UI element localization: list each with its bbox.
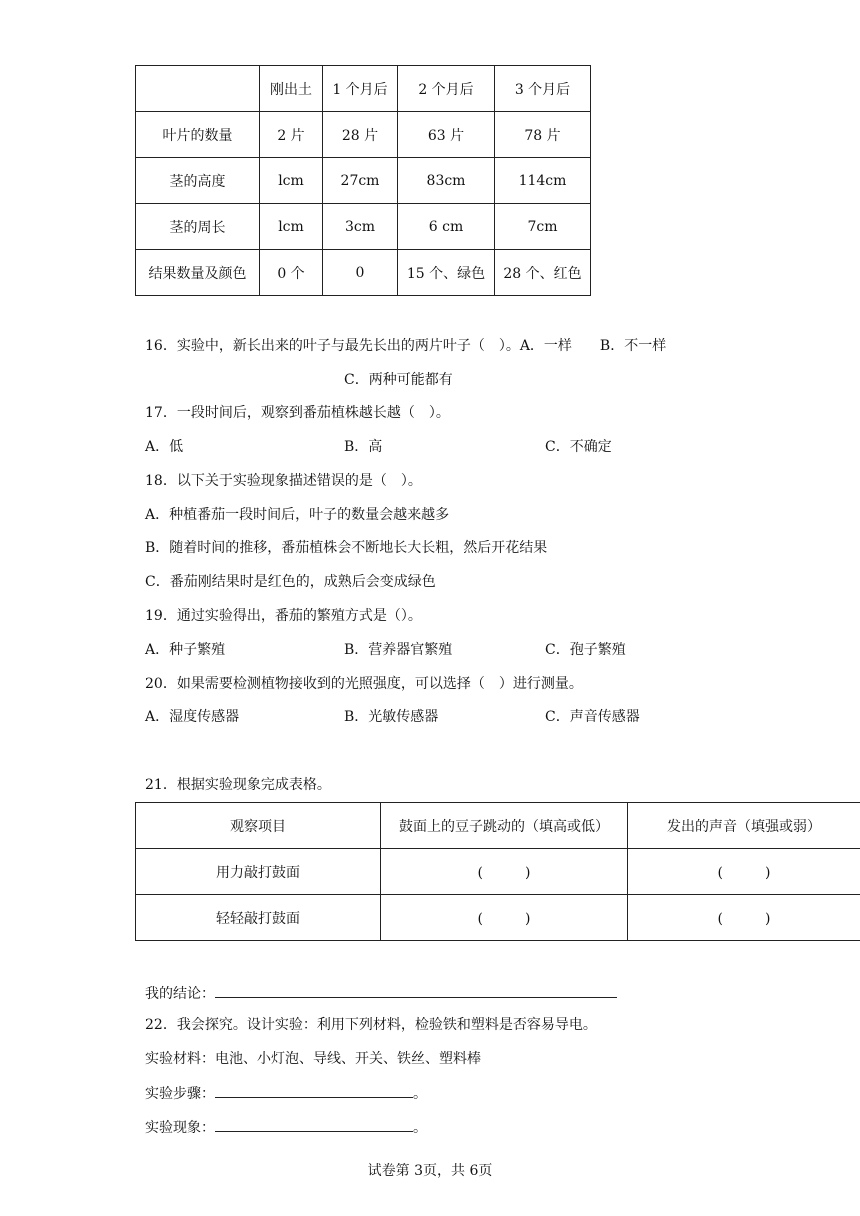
table-cell: 114cm [495, 158, 591, 204]
table-header-row [136, 66, 591, 112]
steps-blank[interactable] [215, 1083, 413, 1098]
drum-table [135, 802, 860, 941]
question-22: 22．我会探究。设计实验：利用下列材料，检验铁和塑料是否容易导电。 [145, 1017, 597, 1033]
table-row [136, 112, 591, 158]
table-row [136, 895, 860, 941]
question-16-option-c: C．两种可能都有 [344, 372, 453, 388]
answer-blank[interactable]: ( ) [628, 895, 860, 941]
phenomenon-line [145, 1117, 427, 1138]
question-19-option-c: C．孢子繁殖 [545, 642, 626, 658]
conclusion-label: 我的结论： [145, 986, 215, 1002]
answer-blank[interactable]: ( ) [381, 895, 628, 941]
page-footer: 试卷第 3页，共 6页 [367, 1163, 493, 1179]
table-header-cell: 刚出土 [260, 66, 323, 112]
table-cell: 3cm [323, 204, 398, 250]
table-header-cell: 3 个月后 [495, 66, 591, 112]
question-19: 19．通过实验得出，番茄的繁殖方式是（）。 [145, 608, 422, 624]
table-row [136, 158, 591, 204]
steps-period: 。 [413, 1086, 427, 1102]
table-cell: 2 片 [260, 112, 323, 158]
question-17-option-c: C．不确定 [545, 439, 612, 455]
table-cell: 28 个、红色 [495, 250, 591, 296]
table-cell: lcm [260, 158, 323, 204]
table-cell: 83cm [398, 158, 495, 204]
table-header-cell: 鼓面上的豆子跳动的（填高或低） [381, 803, 628, 849]
phenomenon-blank[interactable] [215, 1117, 413, 1132]
question-17-option-b: B．高 [344, 439, 383, 455]
table-cell: 结果数量及颜色 [136, 250, 260, 296]
question-20: 20．如果需要检测植物接收到的光照强度，可以选择（ ）进行测量。 [145, 676, 583, 692]
steps-line [145, 1083, 427, 1104]
table-header-cell: 1 个月后 [323, 66, 398, 112]
conclusion-line [145, 983, 617, 1004]
phenomenon-label: 实验现象： [145, 1120, 215, 1136]
question-19-option-b: B．营养器官繁殖 [344, 642, 453, 658]
question-17-option-a: A．低 [145, 439, 184, 455]
table-cell: 15 个、绿色 [398, 250, 495, 296]
question-20-option-c: C．声音传感器 [545, 709, 640, 725]
table-cell: 茎的高度 [136, 158, 260, 204]
conclusion-blank[interactable] [215, 983, 617, 998]
table-cell: 叶片的数量 [136, 112, 260, 158]
table-cell: 27cm [323, 158, 398, 204]
table-row [136, 849, 860, 895]
table-header-row [136, 803, 860, 849]
question-20-option-b: B．光敏传感器 [344, 709, 439, 725]
question-17: 17．一段时间后，观察到番茄植株越长越（ ）。 [145, 405, 450, 421]
table-cell: 63 片 [398, 112, 495, 158]
table-cell: 7cm [495, 204, 591, 250]
phenomenon-period: 。 [413, 1120, 427, 1136]
table-cell: 78 片 [495, 112, 591, 158]
table-header-cell [136, 66, 260, 112]
question-20-option-a: A．湿度传感器 [145, 709, 240, 725]
question-21: 21．根据实验现象完成表格。 [145, 777, 331, 793]
materials-line: 实验材料：电池、小灯泡、导线、开关、铁丝、塑料棒 [145, 1051, 481, 1067]
table-cell: 28 片 [323, 112, 398, 158]
table-cell: 茎的周长 [136, 204, 260, 250]
question-18-option-b: B．随着时间的推移，番茄植株会不断地长大长粗，然后开花结果 [145, 540, 548, 556]
answer-blank[interactable]: ( ) [628, 849, 860, 895]
table-header-cell: 发出的声音（填强或弱） [628, 803, 860, 849]
table-cell: 6 cm [398, 204, 495, 250]
answer-blank[interactable]: ( ) [381, 849, 628, 895]
table-row [136, 204, 591, 250]
table-header-cell: 2 个月后 [398, 66, 495, 112]
table-cell: 0 个 [260, 250, 323, 296]
table-cell: 用力敲打鼓面 [136, 849, 381, 895]
table-header-cell: 观察项目 [136, 803, 381, 849]
table-row [136, 250, 591, 296]
question-18: 18．以下关于实验现象描述错误的是（ ）。 [145, 473, 422, 489]
question-16: 16．实验中，新长出来的叶子与最先长出的两片叶子（ ）。A．一样 B．不一样 [145, 338, 667, 354]
table-cell: lcm [260, 204, 323, 250]
table-cell: 轻轻敲打鼓面 [136, 895, 381, 941]
question-19-option-a: A．种子繁殖 [145, 642, 226, 658]
growth-table [135, 65, 591, 296]
steps-label: 实验步骤： [145, 1086, 215, 1102]
table-cell: 0 [323, 250, 398, 296]
question-18-option-a: A．种植番茄一段时间后，叶子的数量会越来越多 [145, 507, 450, 523]
question-18-option-c: C．番茄刚结果时是红色的，成熟后会变成绿色 [145, 574, 436, 590]
